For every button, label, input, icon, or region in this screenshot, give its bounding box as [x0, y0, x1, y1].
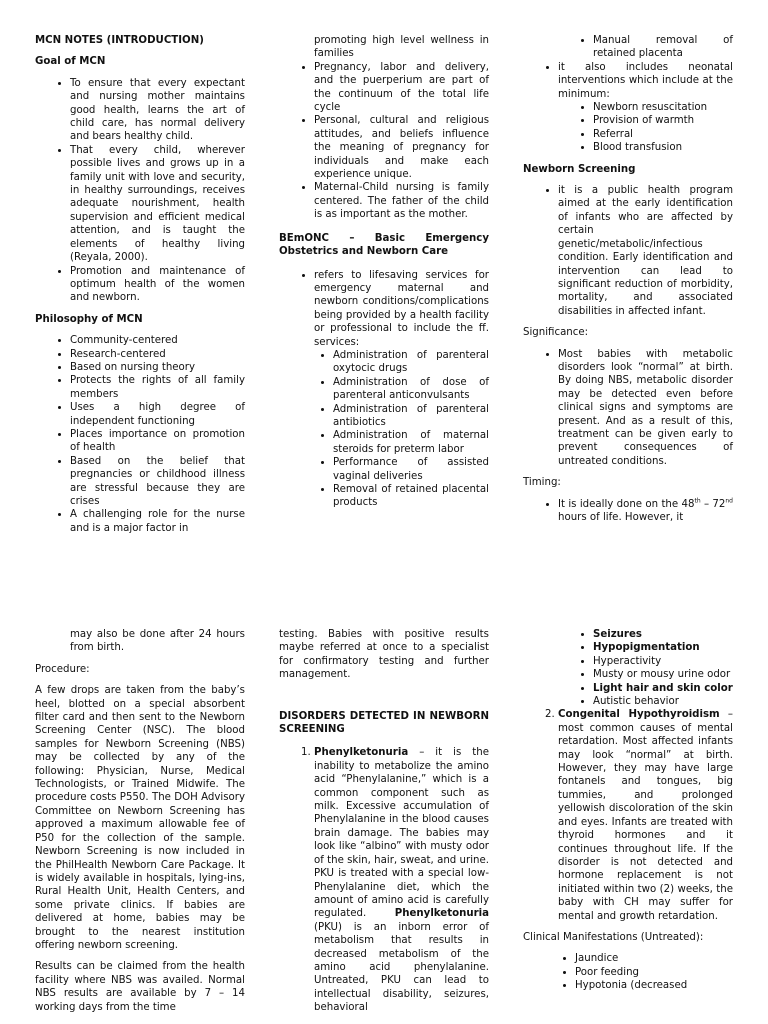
continued-text: testing. Babies with positive results maybe referred at once to a specialist for confirmatory testing and further management.: [279, 629, 489, 681]
continued-text: promoting high level wellness in families: [314, 35, 489, 60]
list-item: • Maternal-Child nursing is family centered. The father of the child is as important as the mother.: [314, 181, 489, 221]
list-item: • Jaundice: [575, 952, 733, 965]
list-item: • Light hair and skin color: [593, 682, 733, 695]
continued-text: may also be done after 24 hours from birth.: [70, 629, 245, 654]
disorders-list: [279, 746, 489, 1014]
list-item: • Blood transfusion: [593, 141, 733, 154]
timing-list: [523, 498, 733, 525]
list-item: • Uses a high degree of independent functioning: [70, 401, 245, 428]
philosophy-list-continued: [279, 61, 489, 222]
list-item: • To ensure that every expectant and nursing mother maintains good health, learns the art of child care, has normal delivery and bears healthy child.: [70, 77, 245, 144]
list-item: • A challenging role for the nurse and is a major factor in: [70, 508, 245, 535]
clinical-manifestations-label: Clinical Manifestations (Untreated):: [523, 931, 704, 943]
timing-label: Timing:: [523, 477, 561, 489]
newborn-screening-heading: Newborn Screening: [523, 163, 636, 175]
list-item: • Autistic behavior: [593, 695, 733, 708]
list-item: 2. Congenital Hypothyroidism – most common causes of mental retardation. Most affected infants may look “normal” at birth. However, they may have large fontanels and tongues, big tummies, and prolonged yellowish discoloration of the skin and eyes. Infants are treated with thyroid hormones and it continues throughout life. If the disorder is not detected and hormone replacement is not initiated within two (2) weeks, the baby with CH may suffer for mental and growth retardation.: [558, 708, 733, 923]
list-item: • Musty or mousy urine odor: [593, 668, 733, 681]
list-item: • Places importance on promotion of health: [70, 428, 245, 455]
bemonc-services-list: [314, 349, 489, 510]
page2-column-2: [279, 628, 489, 1021]
newborn-screening-list: [523, 184, 733, 318]
bemonc-services-continued: [523, 34, 733, 61]
list-item: • Manual removal of retained placenta: [593, 34, 733, 61]
pku-signs-list: [523, 628, 733, 708]
list-item: [558, 61, 733, 155]
ch-term: Congenital Hypothyroidism: [558, 709, 720, 721]
list-item: • Pregnancy, labor and delivery, and the puerperium are part of the continuum of the total life cycle: [314, 61, 489, 115]
list-item: • Administration of maternal steroids for preterm labor: [333, 429, 489, 456]
list-item: • Based on nursing theory: [70, 361, 245, 374]
list-item: • Poor feeding: [575, 966, 733, 979]
page2-column-1: [35, 628, 245, 1020]
clinical-manifestations-list: [523, 952, 733, 992]
list-item: • Administration of dose of parenteral anticonvulsants: [333, 376, 489, 403]
neonatal-description: it also includes neonatal interventions which include at the minimum:: [558, 61, 733, 100]
disorders-list-continued: [523, 708, 733, 923]
list-item: • Community-centered: [70, 334, 245, 347]
list-item: • Promotion and maintenance of optimum health of the women and newborn.: [70, 265, 245, 305]
list-item: • Protects the rights of all family members: [70, 374, 245, 401]
list-item: • it is a public health program aimed at the early identification of infants who are affected by certain genetic/metabolic/infectious condition. Early identification and intervention can lead to significant reduction of morbidity, mortality, and associated disabilities in affected infant.: [558, 184, 733, 318]
pku-term: Phenylketonuria: [314, 747, 409, 759]
neonatal-list: [523, 61, 733, 155]
page1-column-2: [279, 34, 489, 516]
document-title: MCN NOTES (INTRODUCTION): [35, 35, 204, 46]
bemonc-description: refers to lifesaving services for emergency maternal and newborn conditions/complications being provided by a health facility or professional to include the ff. services:: [314, 269, 489, 348]
list-item: • Personal, cultural and religious attitudes, and beliefs influence the meaning of pregnancy for individuals and make each experience unique.: [314, 114, 489, 181]
list-item: [314, 269, 489, 510]
list-item: 1. Phenylketonuria – it is the inability to metabolize the amino acid “Phenylalanine,” which is a common component such as milk. Excessive accumulation of Phenylalanine in the blood causes brain damage. The babies may look like “albino” with musty odor of the skin, hair, sweat, and urine. PKU is treated with a special low-Phenylalanine diet, which the amount of amino acid is carefully regulated. Phenylketonuria (PKU) is an inborn error of metabolism that results in decreased metabolism of the amino acid phenylalanine. Untreated, PKU can lead to intellectual disability, seizures, behavioral: [314, 746, 489, 1014]
list-item: • Performance of assisted vaginal deliveries: [333, 456, 489, 483]
list-item: • Provision of warmth: [593, 114, 733, 127]
significance-list: [523, 348, 733, 469]
page1-column-3: [523, 34, 733, 530]
procedure-text: A few drops are taken from the baby’s heel, blotted on a special absorbent filter card and then sent to the Newborn Screening Center (NSC). The blood samples for Newborn Screening (NBS) may be collected by any of the following: Physician, Nurse, Medical Technologists, or Trained Midwife. The procedure costs P550. The DOH Advisory Committee on Newborn Screening has approved a maximum allowable fee of P50 for the collection of the sample. Newborn Screening is now included in the PhilHealth Newborn Care Package. It is widely available in hospitals, lying-ins, Rural Health Unit, Health Centers, and some private clinics. If babies are delivered at home, babies may be brought to the nearest institution offering newborn screening.: [35, 685, 245, 951]
goal-list: [35, 77, 245, 305]
disorders-heading: DISORDERS DETECTED IN NEWBORN SCREENING: [279, 710, 489, 736]
goal-heading: Goal of MCN: [35, 56, 106, 68]
neonatal-interventions-list: [558, 101, 733, 155]
list-item: • Administration of parenteral oxytocic drugs: [333, 349, 489, 376]
bemonc-heading: BEmONC – Basic Emergency Obstetrics and Newborn Care: [279, 232, 489, 258]
list-item: • Hyperactivity: [593, 655, 733, 668]
philosophy-list: [35, 334, 245, 535]
page2-column-3: [523, 628, 733, 999]
pku-term: Phenylketonuria: [394, 908, 489, 920]
bemonc-list: [279, 269, 489, 510]
list-item: • Administration of parenteral antibiotics: [333, 403, 489, 430]
list-item: • Referral: [593, 128, 733, 141]
list-item: • Most babies with metabolic disorders look “normal” at birth. By doing NBS, metabolic disorder may be detected even before clinical signs and symptoms are present. And as a result of this, treatment can be given early to prevent consequences of untreated conditions.: [558, 348, 733, 469]
list-item: • Removal of retained placental products: [333, 483, 489, 510]
procedure-label: Procedure:: [35, 663, 90, 675]
list-item: • That every child, wherever possible lives and grows up in a family unit with love and security, in healthy surroundings, receives adequate nourishment, health supervision and efficient medical attention, and is taught the elements of healthy living (Reyala, 2000).: [70, 144, 245, 265]
list-item: • Newborn resuscitation: [593, 101, 733, 114]
list-item: • Hypopigmentation: [593, 641, 733, 654]
significance-label: Significance:: [523, 327, 589, 339]
list-item: • Research-centered: [70, 348, 245, 361]
results-text: Results can be claimed from the health facility where NBS was availed. Normal NBS results are available by 7 – 14 working days from the time: [35, 961, 245, 1013]
list-item: • Seizures: [593, 628, 733, 641]
philosophy-heading: Philosophy of MCN: [35, 313, 143, 325]
page1-column-1: [35, 34, 245, 541]
list-item: • Based on the belief that pregnancies or childhood illness are stressful because they are crises: [70, 455, 245, 509]
list-item: • It is ideally done on the 48th – 72nd hours of life. However, it: [558, 498, 733, 525]
list-item: • Hypotonia (decreased: [575, 979, 733, 992]
